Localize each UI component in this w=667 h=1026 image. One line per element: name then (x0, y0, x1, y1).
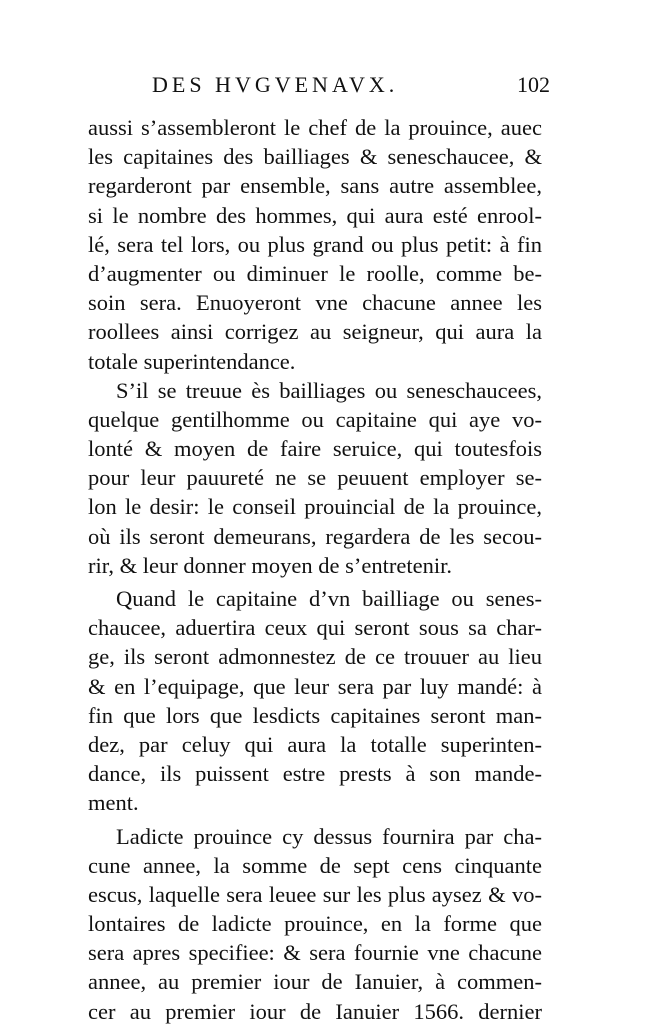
text-line: & en l’equipage, que leur sera par luy mandé: à (88, 673, 542, 699)
text-line: soin sera. Enuoyeront vne chacune annee les (88, 290, 542, 316)
text-line: totale superintendance. (88, 348, 296, 374)
text-line: rir, & leur donner moyen de s’entretenir. (88, 552, 452, 578)
paragraph-3 (88, 584, 542, 818)
body-text (88, 113, 542, 1026)
text-line: fin que lors que lesdicts capitaines seront man- (88, 702, 542, 728)
text-line: regarderont par ensemble, sans autre assemblee, (88, 173, 542, 199)
text-line: dance, ils puissent estre prests à son mande- (88, 761, 542, 787)
text-line: d’augmenter ou diminuer le roolle, comme be- (88, 260, 542, 286)
page-header (90, 72, 550, 108)
text-line: aussi s’assembleront le chef de la prouince, auec (88, 115, 542, 140)
text-line: Quand le capitaine d’vn bailliage ou senes- (116, 586, 542, 611)
text-line: roollees ainsi corrigez au seigneur, qui aura la (88, 319, 542, 345)
text-line: cune annee, la somme de sept cens cinquante (88, 852, 542, 878)
text-line: ment. (88, 790, 139, 816)
text-line: lontaires de ladicte prouince, en la forme que (88, 911, 542, 937)
text-line: lé, sera tel lors, ou plus grand ou plus petit: à fin (88, 231, 542, 257)
text-line: quelque gentilhomme ou capitaine qui aye vo- (88, 406, 542, 432)
paragraph-4 (88, 822, 542, 1026)
text-line: pour leur pauureté ne se peuuent employer se- (88, 465, 542, 491)
text-line: S’il se treuue ès bailliages ou seneschaucees, (116, 377, 542, 403)
paragraph-2 (88, 376, 542, 580)
text-line: cer au premier iour de Ianuier 1566. dernier (88, 998, 542, 1024)
text-line: lon le desir: le conseil prouincial de la prouince, (88, 494, 542, 520)
text-line: chaucee, aduertira ceux qui seront sous sa char- (88, 615, 542, 641)
text-line: si le nombre des hommes, qui aura esté enrool- (88, 202, 542, 228)
text-line: annee, au premier iour de Ianuier, à commen- (88, 969, 542, 995)
text-line: Ladicte prouince cy dessus fournira par cha- (116, 823, 542, 849)
text-line: escus, laquelle sera leuee sur les plus aysez & vo- (88, 881, 542, 907)
text-line: lonté & moyen de faire seruice, qui toutesfois (88, 436, 542, 462)
paragraph-1 (88, 113, 542, 376)
page-number: 102 (517, 72, 550, 97)
text-line: dez, par celuy qui aura la totalle superinten- (88, 731, 542, 757)
text-line: ge, ils seront admonnestez de ce trouuer au lieu (88, 644, 542, 670)
text-line: sera apres specifiee: & sera fournie vne chacune (88, 940, 542, 966)
running-title: DES HVGVENAVX. (152, 72, 399, 97)
text-line: les capitaines des bailliages & seneschaucee, & (88, 144, 542, 170)
text-line: où ils seront demeurans, regardera de les secou- (88, 523, 542, 549)
